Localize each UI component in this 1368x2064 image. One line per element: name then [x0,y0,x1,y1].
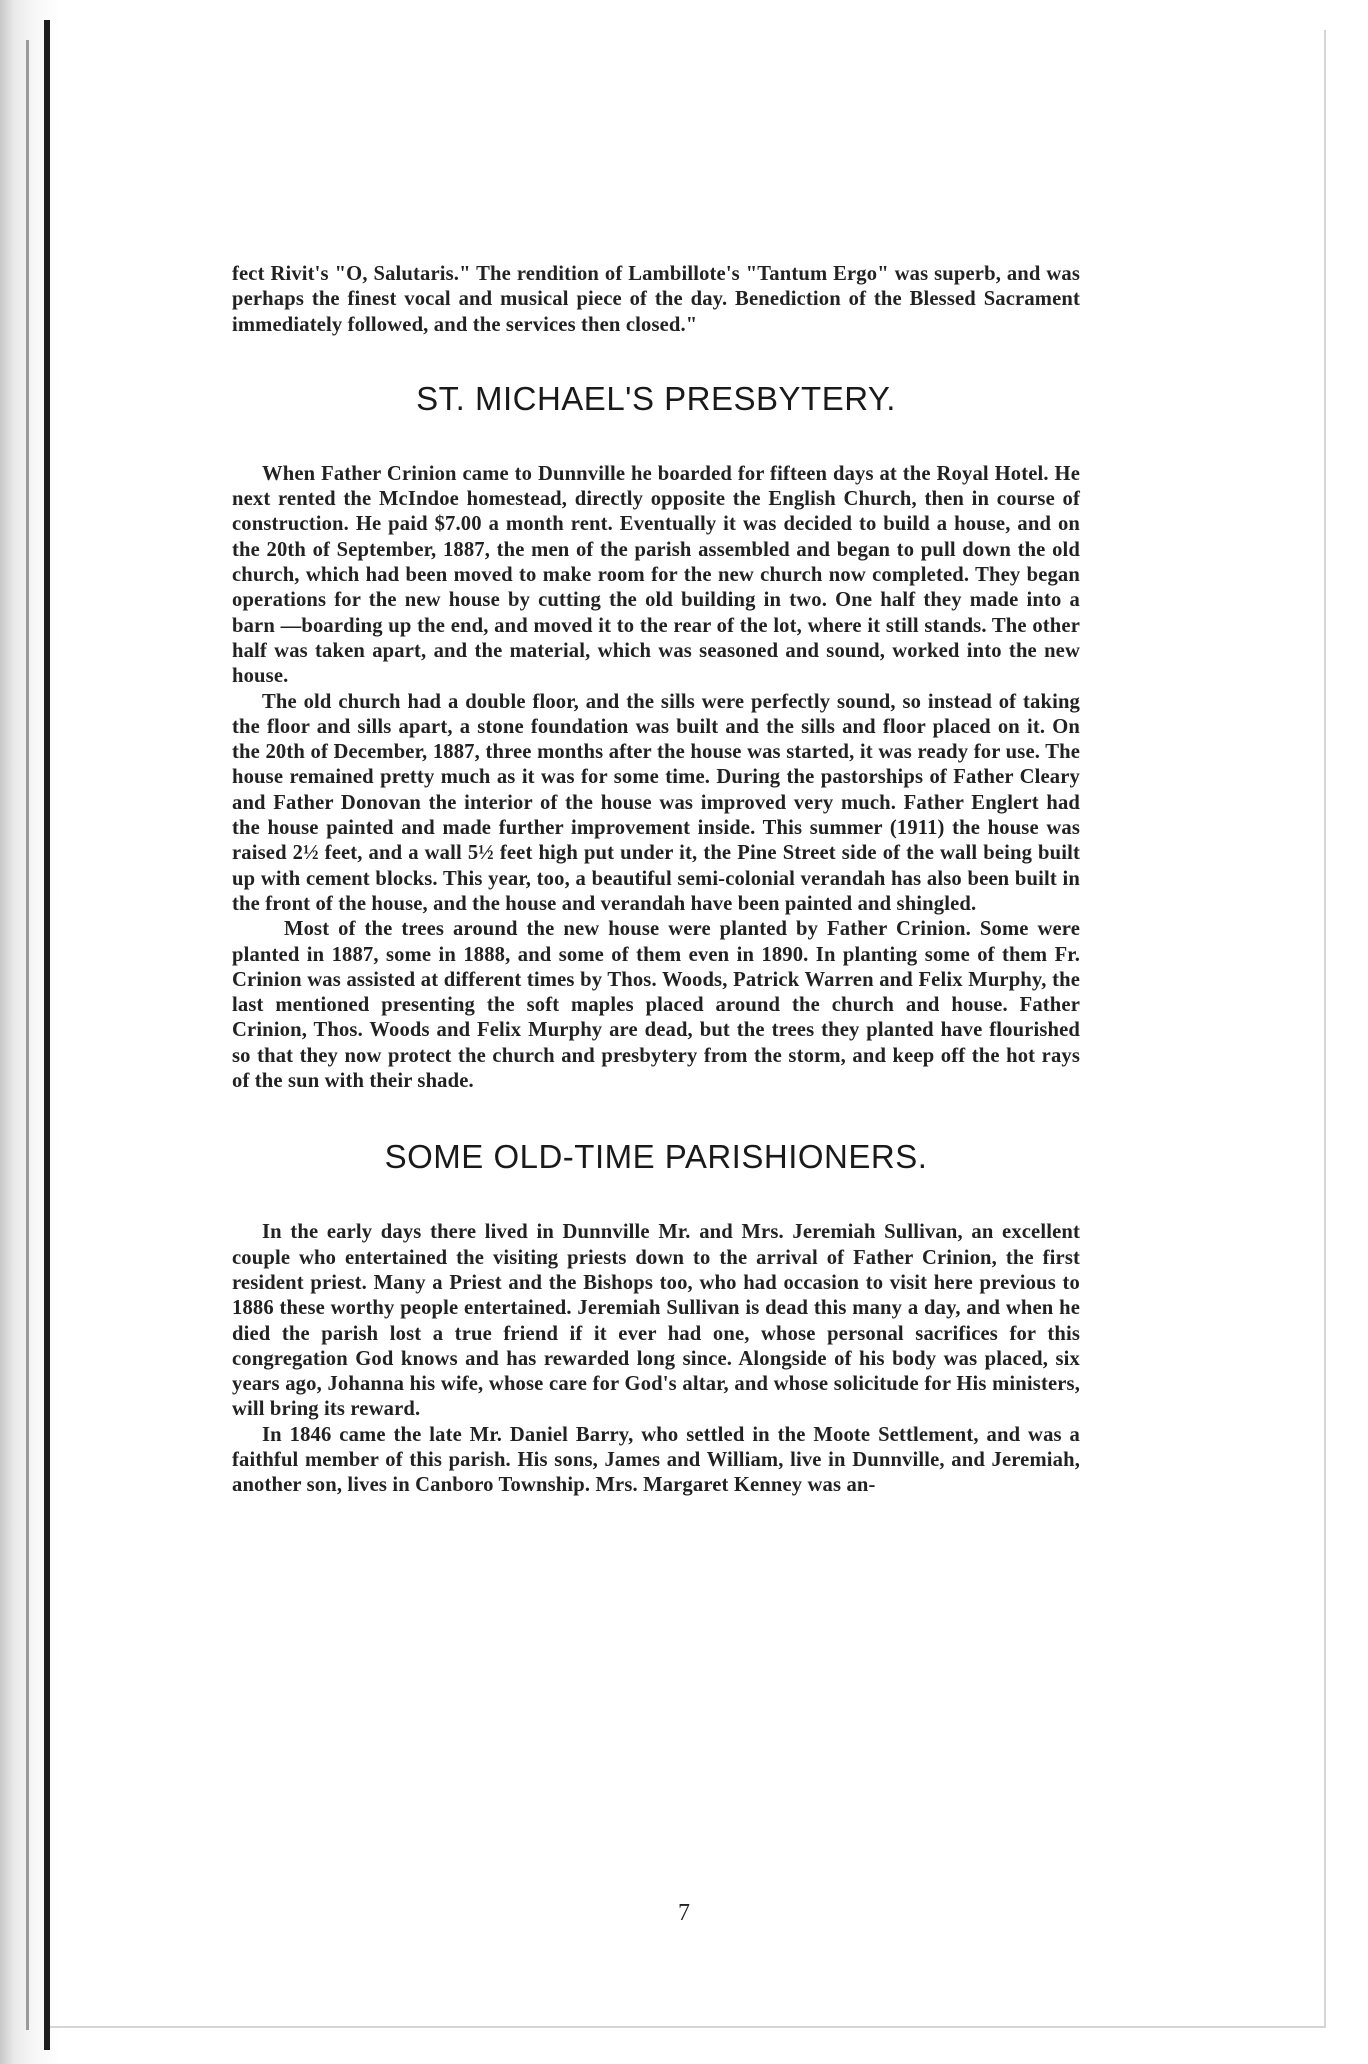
parishioners-paragraph-2: In 1846 came the late Mr. Daniel Barry, who settled in the Moote Settlement, and was a faithful member of this parish. His sons, James and William, live in Dunnville, and Jeremiah, another son, lives in Canboro Township. Mrs. Margaret Kenney was an- [232,1423,1080,1497]
section-heading-presbytery: ST. MICHAEL'S PRESBYTERY. [416,379,896,417]
binding-edge [26,40,29,2030]
section-heading-parishioners: SOME OLD-TIME PARISHIONERS. [384,1138,928,1176]
parishioners-paragraph-1: In the early days there lived in Dunnville Mr. and Mrs. Jeremiah Sullivan, an excellent couple who entertained the visiting priests down to the arrival of Father Crinion, the first resident priest. Many a Priest and the Bishops too, who had occasion to visit here previous to 1886 these worthy people entertained. Jeremiah Sullivan is dead this many a day, and when he died the parish lost a true friend if it ever had one, whose personal sacrifices for this congregation God knows and has rewarded long since. Alongside of his body was placed, six years ago, Johanna his wife, whose care for God's altar, and whose solicitude for His ministers, will bring its reward. [232,1221,1080,1421]
page-number: 7 [678,1900,690,1926]
presbytery-paragraph-1: When Father Crinion came to Dunnville he boarded for fifteen days at the Royal Hotel. He next rented the McIndoe homestead, directly opposite the English Church, then in course of construction. He paid $7.00 a month rent. Eventually it was decided to build a house, and on the 20th of September, 1887, the men of the parish assembled and began to pull down the old church, which had been moved to make room for the new church now completed. They began operations for the new house by cutting the old building in two. One half they made into a barn —boarding up the end, and moved it to the rear of the lot, where it still stands. The other half was taken apart, and the material, which was seasoned and sound, worked into the new house. [232,462,1080,688]
presbytery-paragraph-3: Most of the trees around the new house were planted by Father Crinion. Some were planted in 1887, some in 1888, and some of them even in 1890. In planting some of them Fr. Crinion was assisted at different times by Thos. Woods, Patrick Warren and Felix Murphy, the last mentioned presenting the soft maples placed around the church and house. Father Crinion, Thos. Woods and Felix Murphy are dead, but the trees they planted have flourished so that they now protect the church and presbytery from the storm, and keep off the hot rays of the sun with their shade. [232,918,1080,1093]
presbytery-paragraph-2: The old church had a double floor, and the sills were perfectly sound, so instead of taking the floor and sills apart, a stone foundation was built and the sills and floor placed on it. On the 20th of December, 1887, three months after the house was started, it was ready for use. The house remained pretty much as it was for some time. During the pastorships of Father Cleary and Father Donovan the interior of the house was improved very much. Father Englert had the house painted and made further improvement inside. This summer (1911) the house was raised 2½ feet, and a wall 5½ feet high put under it, the Pine Street side of the wall being built up with cement blocks. This year, too, a beautiful semi-colonial verandah has also been built in the front of the house, and the house and verandah have been painted and shingled. [232,690,1080,915]
opening-paragraph: fect Rivit's "O, Salutaris." The rendition of Lambillote's "Tantum Ergo" was superb, and was perhaps the finest vocal and musical piece of the day. Benediction of the Blessed Sacrament immediately followed, and the services then closed." [232,263,1080,336]
text-column [232,262,1080,1499]
